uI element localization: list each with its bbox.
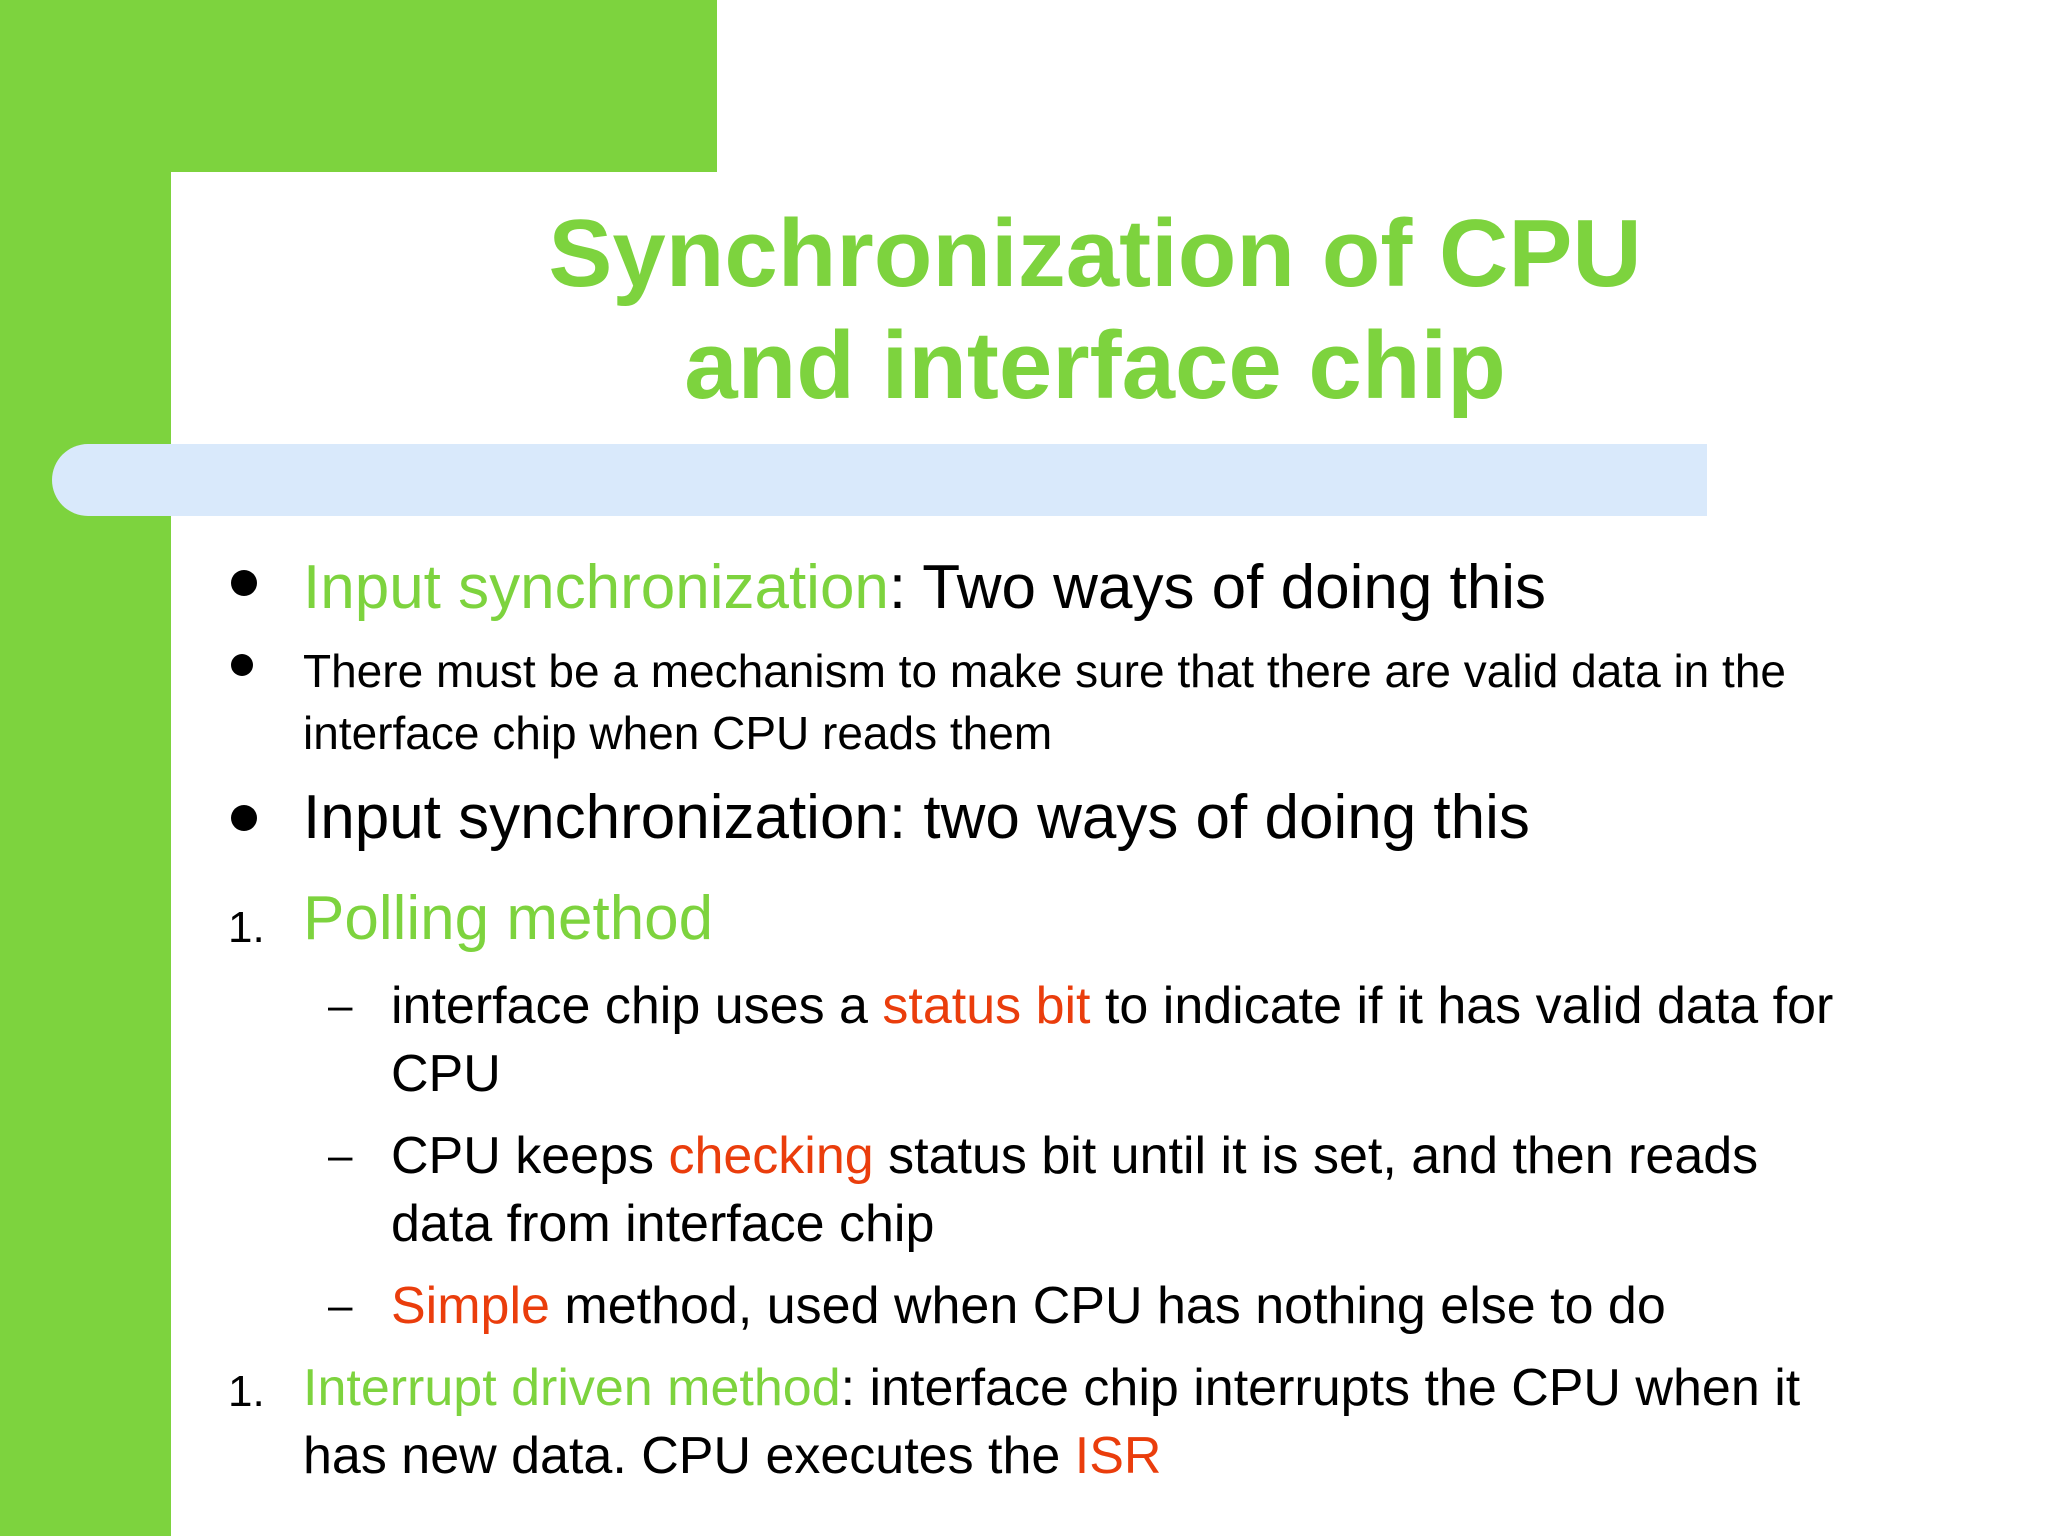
bullet-dot [231,805,257,831]
list-item-interrupt-driven [303,1354,1800,1490]
item-text: status bit until it is set, and then reads [873,1127,1759,1185]
highlight-green: Interrupt driven method [303,1359,841,1417]
sub-item-checking [391,1122,1758,1258]
sub-item-simple [391,1272,1666,1340]
sub-dash: – [328,1281,353,1330]
highlight-red: checking [668,1127,874,1185]
sub-item-line-1 [391,1122,1758,1190]
title-line-2: and interface chip [684,312,1506,419]
title-line-1: Synchronization of CPU [548,200,1642,307]
highlight-red: ISR [1074,1427,1162,1485]
item-text-line-2: interface chip when CPU reads them [303,707,1053,759]
sub-item-status-bit [391,972,1833,1108]
highlight-red: Simple [391,1277,550,1335]
list-number: 1. [228,903,265,952]
item-line-2 [303,1422,1800,1490]
item-text: : Two ways of doing this [888,553,1547,622]
item-text: CPU keeps [391,1127,669,1185]
list-item-input-sync [303,552,1546,624]
item-text: has new data. CPU executes the [303,1427,1075,1485]
item-text-line-1: There must be a mechanism to make sure that there are valid data in the [303,645,1786,697]
item-text: : interface chip interrupts the CPU when it [840,1359,1801,1417]
list-number: 1. [228,1367,265,1416]
bullet-dot [231,654,253,676]
highlight-green: Input synchronization [303,553,889,622]
item-text: method, used when CPU has nothing else to do [549,1277,1666,1335]
sub-item-line-1 [391,972,1833,1040]
sub-item-line-2: CPU [391,1045,501,1103]
item-text: interface chip uses a [391,977,883,1035]
list-item-mechanism [303,640,1786,764]
sub-item-line-2: data from interface chip [391,1195,935,1253]
highlight-red: status bit [882,977,1091,1035]
sub-dash: – [328,1131,353,1180]
list-item-input-sync-2: Input synchronization: two ways of doing this [303,783,1530,852]
list-item-polling-method: Polling method [303,884,714,953]
item-line-1 [303,1354,1800,1422]
bullet-dot [231,570,257,596]
item-text: to indicate if it has valid data for [1090,977,1834,1035]
sub-dash: – [328,981,353,1030]
